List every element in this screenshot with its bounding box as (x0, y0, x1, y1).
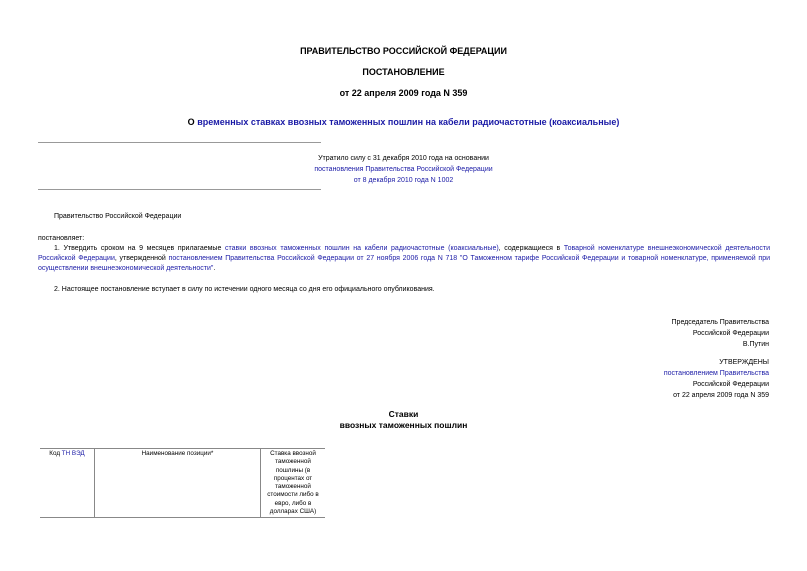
rates-title-line-1: Ставки (388, 409, 419, 419)
p1-link-decree-718[interactable]: постановлением Правительства Российской Федерации от 27 ноября 2006 года N 718 "О Таможенном тарифе Российской Федерации и товарной номенклатуре, применяемой при осуществлении внешнеэкономической деятельности" (38, 255, 770, 272)
doc-title-link[interactable]: временных ставках ввозных таможенных пошлин на кабели радиочастотные (коаксиальные) (197, 117, 620, 127)
p1-link-rates[interactable]: ставки ввозных таможенных пошлин на кабели радиочастотные (коаксиальные) (225, 245, 499, 252)
table-header-row (40, 449, 325, 518)
doc-title (0, 117, 807, 127)
p1-text-d: . (213, 265, 216, 272)
approval-line-4: от 22 апреля 2009 года N 359 (673, 392, 769, 399)
divider-bottom (38, 189, 321, 190)
paragraph-1 (38, 244, 770, 274)
header-position-name: Наименование позиции* (95, 449, 261, 518)
rates-title-line-2: ввозных таможенных пошлин (339, 420, 468, 430)
doc-date-number: от 22 апреля 2009 года N 359 (339, 88, 468, 98)
p1-text-c: , утвержденной (114, 255, 169, 262)
signature-line-2: Российской Федерации (692, 330, 769, 337)
signature-name: В.Путин (742, 341, 769, 348)
rates-title (0, 409, 807, 431)
intro-text: Правительство Российской Федерации (54, 213, 182, 220)
header-code-link[interactable]: ТН ВЭД (61, 450, 85, 457)
divider-top (38, 142, 321, 143)
doc-type-heading: ПОСТАНОВЛЕНИЕ (362, 67, 445, 77)
header-rate (261, 449, 326, 518)
signature-block (672, 317, 769, 350)
approval-link-decree[interactable]: постановлением Правительства (663, 370, 769, 377)
approval-line-3: Российской Федерации (692, 381, 769, 388)
government-heading: ПРАВИТЕЛЬСТВО РОССИЙСКОЙ ФЕДЕРАЦИИ (300, 46, 507, 56)
status-link-decree[interactable]: постановления Правительства Российской Федерации (314, 166, 493, 173)
header-code (40, 449, 95, 518)
header-rate-line: стоимости либо в (267, 491, 319, 499)
header-rate-line: процентах от (273, 474, 313, 482)
signature-line-1: Председатель Правительства (671, 319, 769, 326)
approval-block (664, 357, 769, 401)
p1-text-b: , содержащиеся в (498, 245, 564, 252)
approval-line-1: УТВЕРЖДЕНЫ (719, 359, 769, 366)
header-rate-line: долларах США) (269, 508, 317, 516)
status-line-1: Утратило силу с 31 декабря 2010 года на основании (318, 155, 489, 162)
decrees-text: постановляет: (38, 235, 85, 242)
header-code-prefix: Код (49, 450, 62, 457)
p1-link-nomenclature[interactable]: Товарной номенклатуре внешнеэкономической деятельности Российской Федерации (38, 245, 770, 262)
p1-text-a: 1. Утвердить сроком на 9 месяцев прилагаемые (54, 245, 226, 252)
header-rate-line: таможенной (275, 483, 311, 491)
header-rate-line: пошлины (в (275, 466, 311, 474)
doc-title-prefix: О (187, 117, 198, 127)
header-rate-line: евро, либо в (274, 499, 312, 507)
paragraph-2: 2. Настоящее постановление вступает в силу по истечении одного месяца со дня его официального опубликования. (54, 286, 435, 293)
header-rate-line: таможенной (275, 458, 311, 466)
header-rate-line: Ставка ввозной (270, 450, 316, 457)
rates-table (40, 448, 325, 518)
status-link-date[interactable]: от 8 декабря 2010 года N 1002 (353, 177, 454, 184)
